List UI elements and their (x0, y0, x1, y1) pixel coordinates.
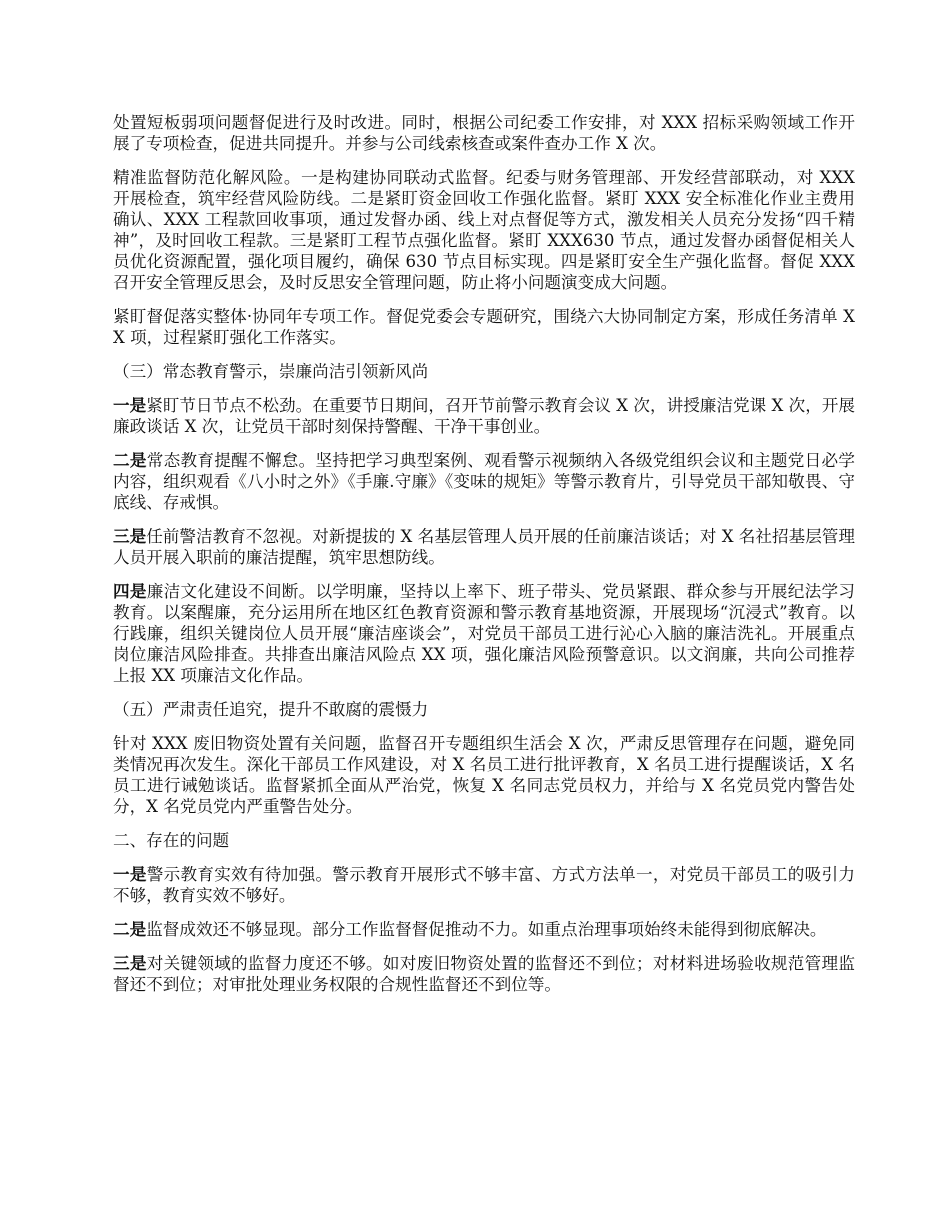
paragraph-body: 常态教育提醒不懈怠。坚持把学习典型案例、观看警示视频纳入各级党组织会议和主题党日必学内容，组织观看《八小时之外》《手廉.守廉》《变味的规矩》等警示教育片，引导党员干部知敬畏、守底线、存戒惧。 (113, 451, 856, 512)
paragraph-coordination-work: 紧盯督促落实整体·协同年专项工作。督促党委会专题研究，围绕六大协同制定方案，形成任务清单 XX 项，过程紧盯强化工作落实。 (113, 307, 855, 347)
paragraph-holiday-nodes (113, 395, 855, 437)
lead-label: 二是 (113, 919, 147, 939)
paragraph-body: 紧盯节日节点不松劲。在重要节日期间，召开节前警示教育会议 X 次，讲授廉洁党课 X 次，开展廉政谈话 X 次，让党员干部时刻保持警醒、干净干事创业。 (113, 396, 855, 436)
paragraph-problem-education (113, 864, 855, 906)
lead-label: 四是 (113, 581, 147, 601)
section-heading-problems: 二、存在的问题 (113, 831, 230, 850)
paragraph-body: 监督成效还不够显现。部分工作监督督促推动不力。如重点治理事项始终未能得到彻底解决。 (146, 920, 827, 939)
paragraph-body: 警示教育实效有待加强。警示教育开展形式不够丰富、方式方法单一，对党员干部员工的吸引力不够，教育实效不够好。 (113, 865, 856, 905)
paragraph-supervision-improvement: 处置短板弱项问题督促进行及时改进。同时，根据公司纪委工作安排，对 XXX 招标采购领域工作开展了专项检查，促进共同提升。并参与公司线索核查或案件查办工作 X 次。 (113, 113, 855, 153)
paragraph-routine-education (113, 450, 855, 513)
lead-label: 三是 (113, 526, 147, 546)
section-heading-education-warning: （三）常态教育警示，崇廉尚洁引领新风尚 (113, 362, 429, 381)
paragraph-pre-appointment (113, 526, 855, 568)
document-page (113, 112, 855, 1008)
paragraph-waste-disposal: 针对 XXX 废旧物资处置有关问题，监督召开专题组织生活会 X 次，严肃反思管理存在问题，避免同类情况再次发生。深化干部员工作风建设，对 X 名员工进行批评教育，X 名员工进行提醒谈话，X 名员工进行诫勉谈话。监督紧抓全面从严治党，恢复 X 名同志党员权力，并给与 X 名党员党内警告处分，X 名党员党内严重警告处分。 (113, 734, 855, 816)
lead-label: 一是 (113, 395, 147, 415)
lead-label: 三是 (113, 953, 147, 973)
paragraph-body: 对关键领域的监督力度还不够。如对废旧物资处置的监督还不到位；对材料进场验收规范管理监督还不到位；对审批处理业务权限的合规性监督还不到位等。 (113, 954, 856, 994)
paragraph-body: 廉洁文化建设不间断。以学明廉，坚持以上率下、班子带头、党员紧跟、群众参与开展纪法学习教育。以案醒廉，充分运用所在地区红色教育资源和警示教育基地资源，开展现场“沉浸式”教育。以行践廉，组织关键岗位人员开展“廉洁座谈会”，对党员干部员工进行沁心入脑的廉洁洗礼。开展重点岗位廉洁风险排查。共排查出廉洁风险点 XX 项，强化廉洁风险预警意识。以文润廉，共向公司推荐上报 XX 项廉洁文化作品。 (113, 582, 856, 685)
paragraph-integrity-culture (113, 581, 855, 686)
paragraph-problem-key-areas (113, 953, 855, 995)
paragraph-problem-effectiveness (113, 919, 855, 940)
paragraph-body: 任前警洁教育不忽视。对新提拔的 X 名基层管理人员开展的任前廉洁谈话；对 X 名社招基层管理人员开展入职前的廉洁提醒，筑牢思想防线。 (113, 527, 855, 567)
paragraph-precise-supervision: 精准监督防范化解风险。一是构建协同联动式监督。纪委与财务管理部、开发经营部联动，对 XXX 开展检查，筑牢经营风险防线。二是紧盯资金回收工作强化监督。紧盯 XXX 安全标准化作业主费用确认、XXX 工程款回收事项，通过发督办函、线上对点督促等方式，激发相关人员充分发扬“四千精神”，及时回收工程款。三是紧盯工程节点强化监督。紧盯 XXX630 节点，通过发督办函督促相关人员优化资源配置，强化项目履约，确保 630 节点目标实现。四是紧盯安全生产强化监督。督促 XXX 召开安全管理反思会，及时反思安全管理问题，防止将小问题演变成大问题。 (113, 168, 855, 292)
lead-label: 二是 (113, 450, 147, 470)
section-heading-accountability: （五）严肃责任追究，提升不敢腐的震慑力 (113, 700, 429, 719)
lead-label: 一是 (113, 864, 147, 884)
